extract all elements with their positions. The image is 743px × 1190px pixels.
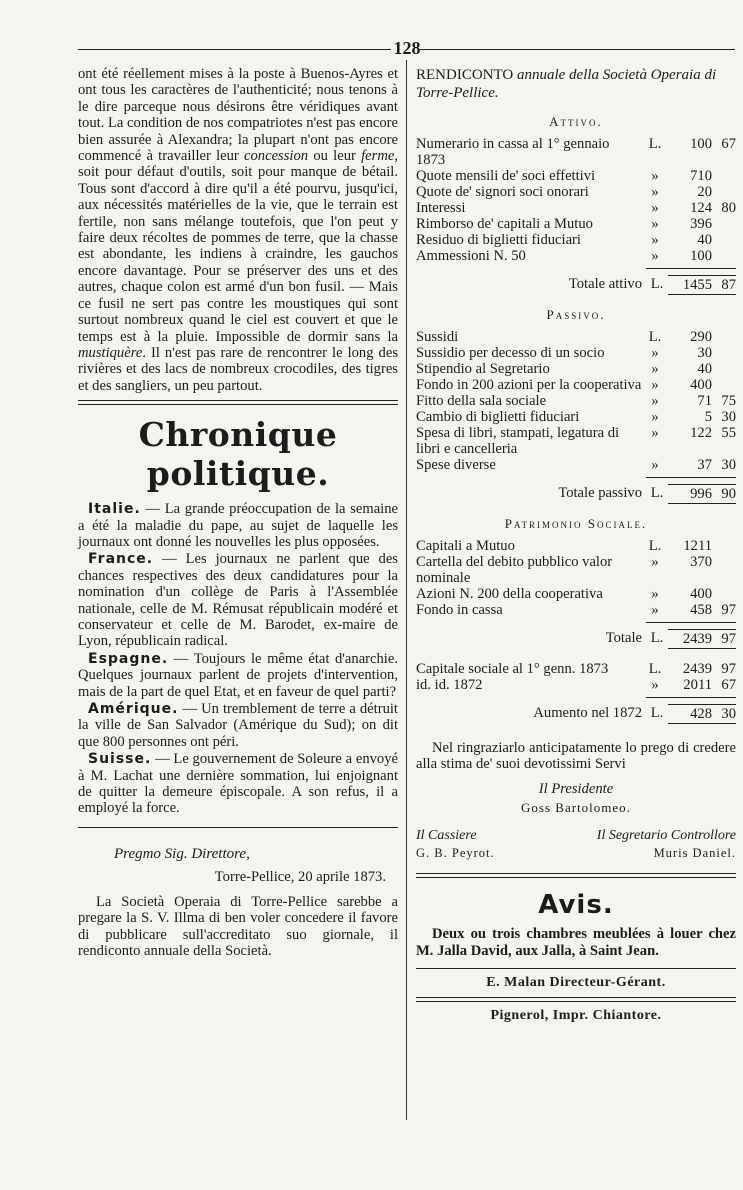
account-label: Capitale sociale al 1° genn. 1873 (416, 661, 609, 677)
total-cents: 87 (712, 275, 736, 295)
passivo-table (416, 329, 736, 473)
total-rule (646, 622, 736, 623)
account-label: Ammessioni N. 50 (416, 248, 526, 264)
account-amount: 122 (690, 425, 712, 441)
account-cents: 30 (721, 457, 736, 473)
account-label: Interessi (416, 200, 466, 216)
account-label: Spesa di libri, stampati, legatura di libri e cancelleria (416, 425, 620, 457)
account-row (416, 409, 736, 425)
account-currency: » (651, 216, 659, 232)
account-cents: 97 (721, 661, 736, 677)
total-row (416, 629, 736, 649)
section-rule (78, 827, 398, 828)
account-cents (712, 377, 736, 393)
news-country: Italie. (88, 501, 141, 518)
news-country: Suisse. (88, 751, 152, 768)
account-cents: 80 (721, 200, 736, 216)
news-item (78, 551, 398, 649)
account-row (416, 200, 736, 216)
account-row (416, 554, 736, 586)
aumento-row (416, 704, 736, 724)
news-list (78, 501, 398, 817)
account-cents (712, 586, 736, 602)
total-amount: 428 (668, 704, 712, 724)
attivo-total (416, 275, 736, 295)
account-amount: 40 (697, 361, 712, 377)
account-label: Cambio di biglietti fiduciari (416, 409, 580, 425)
account-cents (712, 184, 736, 200)
account-label: Stipendio al Segretario (416, 361, 550, 377)
passivo-heading: Passivo. (546, 307, 606, 322)
account-amount: 30 (697, 345, 712, 361)
account-label: Quote mensili de' soci effettivi (416, 168, 596, 184)
news-text: — Toujours le même état d'anarchie. Quelques journaux parlent de projets d'intervention, mais de la part de quel Etat, et en faveur de quel parti? (78, 650, 398, 700)
account-row (416, 184, 736, 200)
total-amount: 1455 (668, 275, 712, 295)
account-row (416, 232, 736, 248)
account-amount: 458 (690, 602, 712, 618)
account-row (416, 248, 736, 264)
account-currency: » (651, 232, 659, 248)
cassiere-name: G. B. Peyrot. (416, 845, 495, 860)
news-text: — La grande préoccupation de la semaine a été la maladie du pape, au sujet de laquelle les journaux ont donné les nouvelles les plus opposées. (78, 501, 398, 550)
letter-place-date: Torre-Pellice, 20 aprile 1873. (214, 868, 386, 885)
total-rule (646, 477, 736, 478)
news-text: — Le gouvernement de Soleure a envoyé à M. Lachat une dernière sommation, lui enjoignant de quitter la demeure épiscopale. A son refus, il a employé la force. (78, 751, 398, 817)
account-currency: » (651, 457, 659, 473)
segretario-label: Il Segretario Controllore (596, 827, 736, 843)
total-rule (646, 697, 736, 698)
attivo-table (416, 136, 736, 264)
section-rule (78, 400, 398, 405)
passivo-total (416, 484, 736, 504)
total-currency: L. (650, 485, 664, 501)
account-label: id. id. 1872 (416, 677, 483, 693)
chronique-title: Chronique politique. (138, 415, 338, 494)
total-amount: 2439 (668, 629, 712, 649)
account-label: Cartella del debito pubblico valor nominale (416, 554, 613, 586)
total-label: Aumento nel 1872 (533, 705, 642, 721)
account-row (416, 425, 736, 457)
news-item (78, 501, 398, 550)
account-label: Azioni N. 200 della cooperativa (416, 586, 603, 602)
account-currency: » (651, 677, 659, 693)
patrimonio-table (416, 538, 736, 618)
account-label: Sussidio per decesso di un socio (416, 345, 605, 361)
signature-labels (416, 828, 736, 844)
account-cents (712, 216, 736, 232)
account-label: Fondo in 200 azioni per la cooperativa (416, 377, 642, 393)
account-label: Residuo di biglietti fiduciari (416, 232, 581, 248)
page-number: 128 (393, 38, 421, 58)
account-currency: » (651, 393, 659, 409)
total-currency: L. (650, 630, 664, 646)
account-amount: 40 (697, 232, 712, 248)
account-row (416, 329, 736, 345)
account-currency: L. (648, 538, 662, 554)
header-rule-right (420, 49, 735, 50)
total-cents: 90 (712, 484, 736, 504)
account-row (416, 377, 736, 393)
account-row (416, 168, 736, 184)
account-label: Fondo in cassa (416, 602, 503, 618)
account-cents (712, 168, 736, 184)
account-cents (712, 554, 736, 586)
account-cents (712, 248, 736, 264)
avis-text: Deux ou trois chambres meublées à louer chez M. Jalla David, aux Jalla, à Saint Jean. (416, 925, 736, 959)
presidente-name: Goss Bartolomeo. (521, 799, 631, 815)
account-currency: » (651, 345, 659, 361)
account-row (416, 586, 736, 602)
attivo-heading: Attivo. (549, 114, 603, 129)
total-row (416, 484, 736, 504)
account-currency: » (651, 425, 659, 441)
patrimonio-total (416, 629, 736, 649)
account-currency: » (651, 184, 659, 200)
account-currency: » (651, 377, 659, 393)
news-country: Espagne. (88, 650, 169, 667)
account-currency: L. (648, 136, 662, 152)
account-row (416, 661, 736, 677)
avis-title: Avis. (538, 889, 614, 920)
account-amount: 370 (690, 554, 712, 570)
account-cents: 55 (721, 425, 736, 441)
segretario-name: Muris Daniel. (653, 845, 736, 860)
closing-text: Nel ringraziarlo anticipatamente lo prego di credere alla stima de' suoi devotissimi Servi (416, 740, 736, 773)
total-cents: 97 (712, 629, 736, 649)
account-label: Numerario in cassa al 1° gennaio 1873 (416, 136, 610, 168)
total-cents: 30 (712, 704, 736, 724)
account-currency: » (651, 361, 659, 377)
section-rule (416, 968, 736, 969)
account-row (416, 136, 736, 168)
column-divider (406, 60, 407, 1120)
account-amount: 20 (697, 184, 712, 200)
total-label: Totale (605, 630, 642, 646)
news-country: Amérique. (88, 701, 179, 717)
news-item (78, 651, 398, 700)
account-amount: 400 (690, 377, 712, 393)
account-row (416, 602, 736, 618)
colonist-article-text: ont été réellement mises à la poste à Buenos-Ayres et ont tous les caractères de l'authenticité; nous tenons à le dire parceque nous désirons être véridiques avant tout. La condition de nos compatriotes n'est pas encore bien assurée à Alexandra; la plupart n'ont pas encore commencé à travailler leur concession ou leur ferme, soit pour défaut d'outils, soit pour manque de bétail. Tous sont d'accord à dire qu'il a été pourvu, jusqu'ici, aux nécessités matérielles de la vie, que le terrain est fertile, non sans mélange toutefois, que l'on peut y faire deux récoltes de pommes de terre, que la chasse est abondante, les indiens à craindre, les gauchos encore davantage. Pour se préserver des uns et des autres, chaque colon est armé d'un bon fusil. — Mais ce fusil ne sert pas contre les moustiques qui sont surtout nombreux quand le ciel est couvert et que le temps est à la pluie. Impossible de dormir sans la mustiquère. Il n'est pas rare de rencontrer le long des rivières et des lacs de nombreux crocodiles, des tigres et des sangliers, un peu partout. (78, 66, 398, 394)
account-row (416, 677, 736, 693)
letter-salutation: Pregmo Sig. Direttore, (114, 845, 250, 862)
cassiere-label: Il Cassiere (416, 827, 477, 843)
account-currency: L. (648, 661, 662, 677)
account-row (416, 361, 736, 377)
letter-body: La Società Operaia di Torre-Pellice sarebbe a pregare la S. V. Illma di ben voler concedere il favore di pubblicare sull'accreditato suo giornale, il rendiconto annuale della Società. (78, 893, 398, 960)
account-amount: 100 (690, 136, 712, 152)
account-label: Rimborso de' capitali a Mutuo (416, 216, 593, 232)
header-rule-left (78, 49, 391, 50)
account-currency: » (651, 409, 659, 425)
account-cents (712, 232, 736, 248)
account-label: Quote de' signori soci onorari (416, 184, 589, 200)
account-cents (712, 345, 736, 361)
account-amount: 2011 (683, 677, 712, 693)
account-amount: 400 (690, 586, 712, 602)
account-amount: 71 (697, 393, 712, 409)
account-amount: 290 (690, 329, 712, 345)
total-currency: L. (650, 705, 664, 721)
news-text: — Un tremblement de terre a détruit la ville de San Salvador (Amérique du Sud); on dit que 800 personnes ont péri. (78, 701, 398, 750)
account-amount: 5 (704, 409, 712, 425)
account-label: Capitali a Mutuo (416, 538, 515, 554)
section-rule (416, 873, 736, 878)
account-cents: 67 (721, 136, 736, 152)
account-row (416, 538, 736, 554)
account-amount: 1211 (683, 538, 712, 554)
directeur-line: E. Malan Directeur-Gérant. (486, 974, 666, 990)
account-amount: 100 (690, 248, 712, 264)
total-row (416, 275, 736, 295)
account-cents: 97 (721, 602, 736, 618)
patrimonio-heading: Patrimonio Sociale. (504, 516, 648, 531)
account-cents (712, 361, 736, 377)
account-currency: » (651, 200, 659, 216)
section-rule (416, 997, 736, 1002)
total-row (416, 704, 736, 724)
account-cents: 30 (721, 409, 736, 425)
account-cents: 67 (721, 677, 736, 693)
account-row (416, 216, 736, 232)
account-cents (712, 329, 736, 345)
account-amount: 2439 (682, 661, 712, 677)
account-amount: 124 (690, 200, 712, 216)
news-country: France. (88, 551, 154, 568)
account-currency: » (651, 554, 659, 570)
signature-names (416, 846, 736, 861)
account-row (416, 393, 736, 409)
account-currency: » (651, 586, 659, 602)
account-currency: » (651, 168, 659, 184)
account-label: Fitto della sala sociale (416, 393, 547, 409)
news-item (78, 701, 398, 750)
right-column (416, 66, 736, 1024)
presidente-label: Il Presidente (538, 780, 614, 797)
account-amount: 37 (697, 457, 712, 473)
account-label: Spese diverse (416, 457, 496, 473)
total-label: Totale attivo (568, 276, 642, 292)
account-currency: L. (648, 329, 662, 345)
account-cents (712, 538, 736, 554)
account-currency: » (651, 248, 659, 264)
total-currency: L. (650, 276, 664, 292)
account-row (416, 457, 736, 473)
news-item (78, 751, 398, 817)
left-column (78, 66, 398, 959)
rendiconto-title: RENDICONTO annuale della Società Operaia di Torre-Pellice. (416, 67, 717, 101)
account-cents: 75 (721, 393, 736, 409)
account-amount: 396 (690, 216, 712, 232)
account-currency: » (651, 602, 659, 618)
total-amount: 996 (668, 484, 712, 504)
total-rule (646, 268, 736, 269)
total-label: Totale passivo (558, 485, 642, 501)
imprimerie-line: Pignerol, Impr. Chiantore. (490, 1007, 662, 1023)
account-row (416, 345, 736, 361)
news-text: — Les journaux ne parlent que des chances respectives des deux candidatures pour la nomination d'un collège de Paris à l'Assemblée nationale, celle de M. Rémusat républicain modéré et conservateur et celle de M. Barodet, ex-maire de Lyon, républicain radical. (78, 551, 398, 650)
account-amount: 710 (690, 168, 712, 184)
capitale-table (416, 661, 736, 693)
account-label: Sussidi (416, 329, 459, 345)
